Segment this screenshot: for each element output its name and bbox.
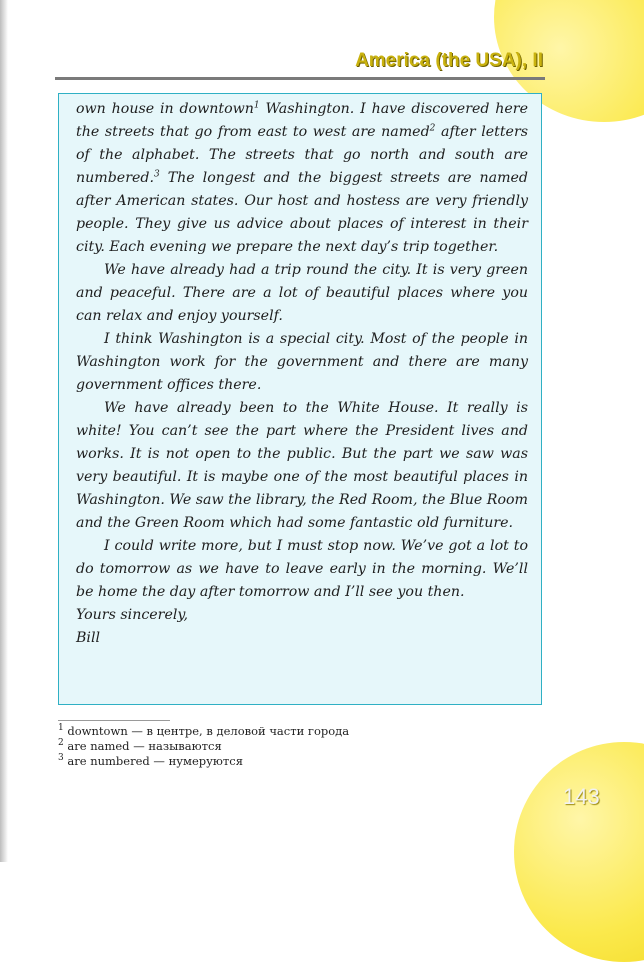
letter-paragraph-3: I think Washington is a special city. Most of the people in Washington work for the government and there are many government offices there.	[76, 331, 528, 393]
letter-text	[76, 98, 528, 650]
page-title: America (the USA), II	[355, 50, 543, 71]
page-edge-shadow	[0, 0, 8, 862]
footnote-divider	[58, 720, 170, 721]
letter-paragraph-5: I could write more, but I must stop now. We’ve got a lot to do tomorrow as we have to leave early in the morning. We’ll be home the day after tomorrow and I’ll see you then.	[76, 538, 528, 600]
decorative-circle-bottom	[514, 742, 644, 962]
footnote-2	[58, 739, 478, 754]
letter-paragraph-1	[76, 98, 528, 259]
footnote-marker-1: 1	[253, 100, 260, 111]
footnote-marker-3: 3	[153, 169, 160, 180]
letter-box	[58, 93, 542, 705]
page-header	[55, 40, 545, 80]
paragraph-text: The longest and the biggest streets are named after American states. Our host and hostess are very friendly people. They give us advice about places of interest in their city. Each evening we prepare the next day’s trip together.	[76, 170, 528, 255]
footnote-3	[58, 754, 478, 769]
footnotes	[58, 724, 478, 769]
footnote-marker-2: 2	[429, 123, 436, 134]
page-number: 143	[563, 784, 600, 809]
footnote-text: downtown — в центре, в деловой части города	[63, 724, 350, 738]
footnote-number: 1	[58, 723, 64, 734]
letter-paragraph-4: We have already been to the White House. It really is white! You can’t see the part where the President lives and works. It is not open to the public. But the part we saw was very beautiful. It is maybe one of the most beautiful places in Washington. We saw the library, the Red Room, the Blue Room and the Green Room which had some fantastic old furniture.	[76, 400, 528, 531]
paragraph-text: own house in downtown	[76, 101, 254, 117]
footnote-number: 2	[58, 738, 64, 749]
header-divider	[55, 77, 545, 80]
footnote-text: are numbered — нумеруются	[63, 754, 243, 768]
letter-paragraph-2: We have already had a trip round the city. It is very green and peaceful. There are a lot of beautiful places where you can relax and enjoy yourself.	[76, 262, 528, 324]
footnote-text: are named — называются	[63, 739, 222, 753]
paragraph-text: Washington. I have discovered here the streets that go from east to west are named	[76, 101, 528, 140]
footnote-number: 3	[58, 753, 64, 764]
letter-closing: Yours sincerely,	[76, 607, 189, 623]
letter-signature: Bill	[76, 630, 101, 646]
paragraph-text: after letters of the alphabet. The streets that go north and south are numbered.	[76, 124, 529, 186]
footnote-1	[58, 724, 478, 739]
